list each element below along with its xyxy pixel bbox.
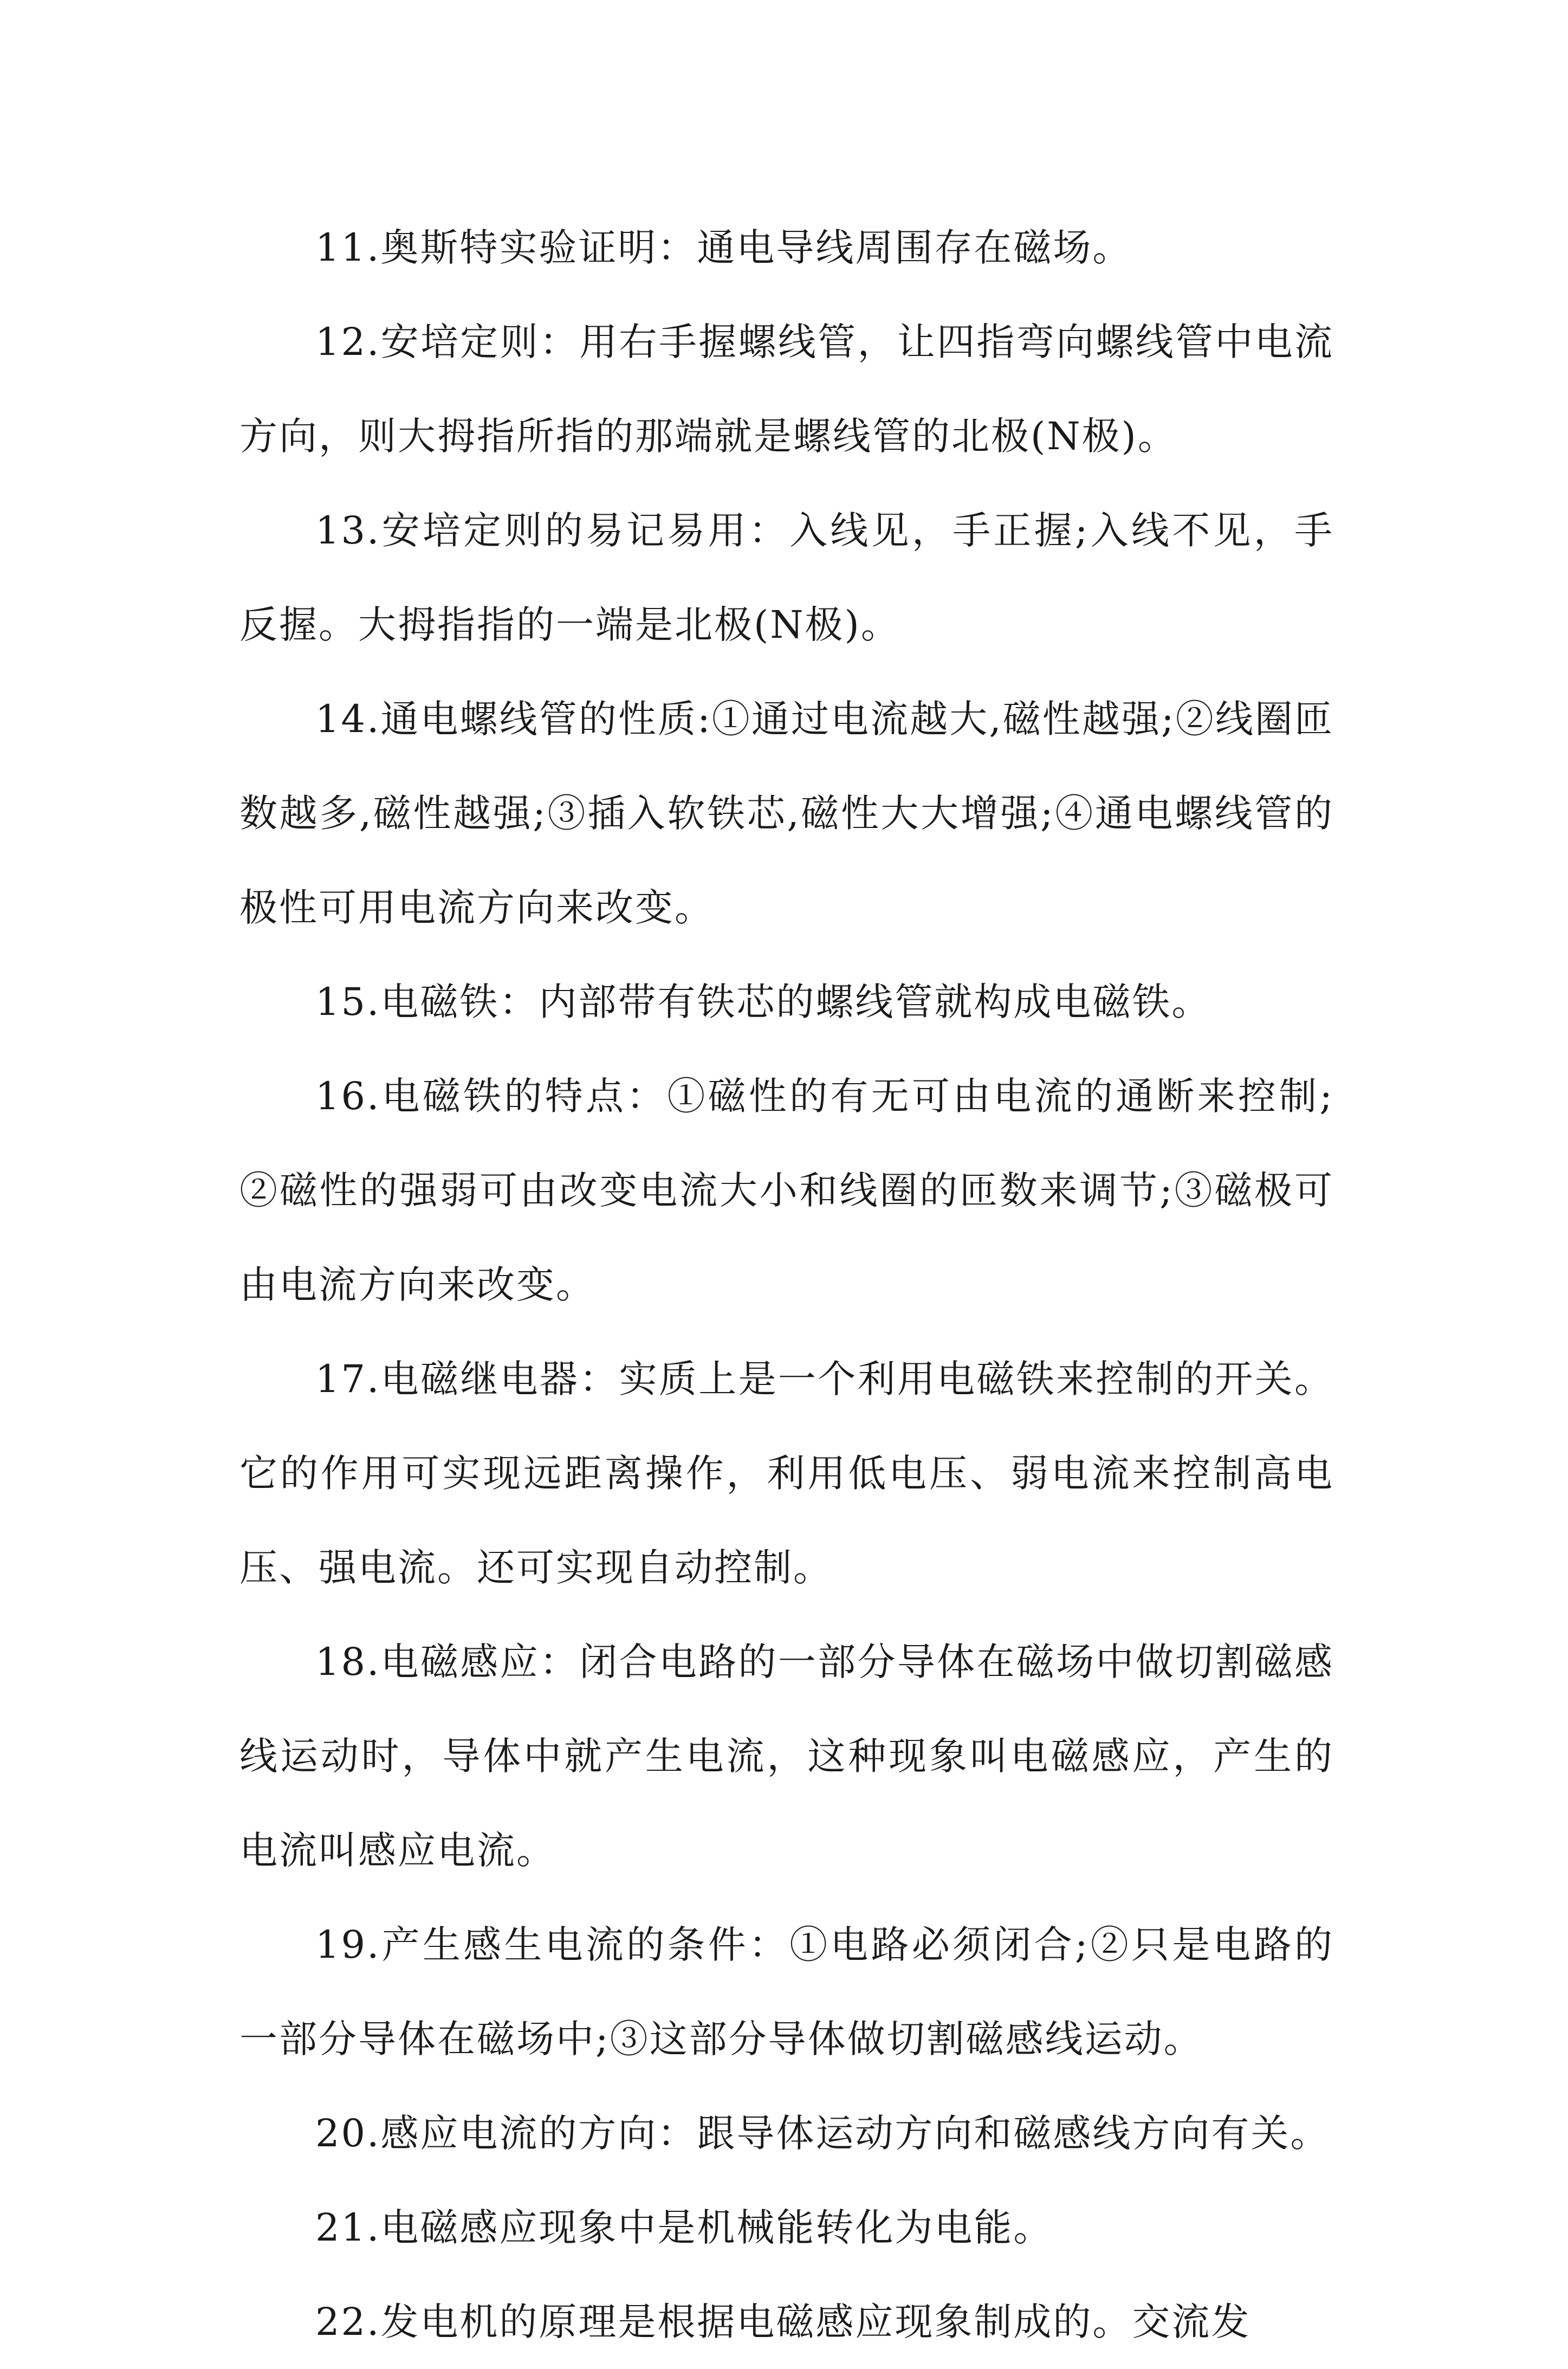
paragraph-11: 11.奥斯特实验证明：通电导线周围存在磁场。 [315,225,1132,270]
paragraph-18: 18.电磁感应：闭合电路的一部分导体在磁场中做切割磁感线运动时，导体中就产生电流，这种现象叫电磁感应，产生的电流叫感应电流。 [239,1640,1334,1873]
paragraph-15: 15.电磁铁：内部带有铁芯的螺线管就构成电磁铁。 [315,980,1211,1024]
paragraph-16: 16.电磁铁的特点：①磁性的有无可由电流的通断来控制;②磁性的强弱可由改变电流大小和线圈的匝数来调节;③磁极可由电流方向来改变。 [239,1074,1334,1307]
paragraph-21: 21.电磁感应现象中是机械能转化为电能。 [315,2205,1053,2250]
paragraph-22: 22.发电机的原理是根据电磁感应现象制成的。交流发 [315,2300,1251,2344]
paragraph-17: 17.电磁继电器：实质上是一个利用电磁铁来控制的开关。它的作用可实现远距离操作，利用低电压、弱电流来控制高电压、强电流。还可实现自动控制。 [239,1357,1334,1590]
paragraph-20: 20.感应电流的方向：跟导体运动方向和磁感线方向有关。 [315,2111,1330,2156]
paragraph-12: 12.安培定则：用右手握螺线管，让四指弯向螺线管中电流方向，则大拇指所指的那端就是螺线管的北极(N极)。 [239,320,1334,458]
paragraph-19: 19.产生感生电流的条件：①电路必须闭合;②只是电路的一部分导体在磁场中;③这部分导体做切割磁感线运动。 [239,1923,1334,2061]
paragraph-14: 14.通电螺线管的性质:①通过电流越大,磁性越强;②线圈匝数越多,磁性越强;③插入软铁芯,磁性大大增强;④通电螺线管的极性可用电流方向来改变。 [239,697,1334,930]
document-body [239,200,1334,2369]
paragraph-13: 13.安培定则的易记易用：入线见，手正握;入线不见，手反握。大拇指指的一端是北极(N极)。 [239,508,1334,647]
